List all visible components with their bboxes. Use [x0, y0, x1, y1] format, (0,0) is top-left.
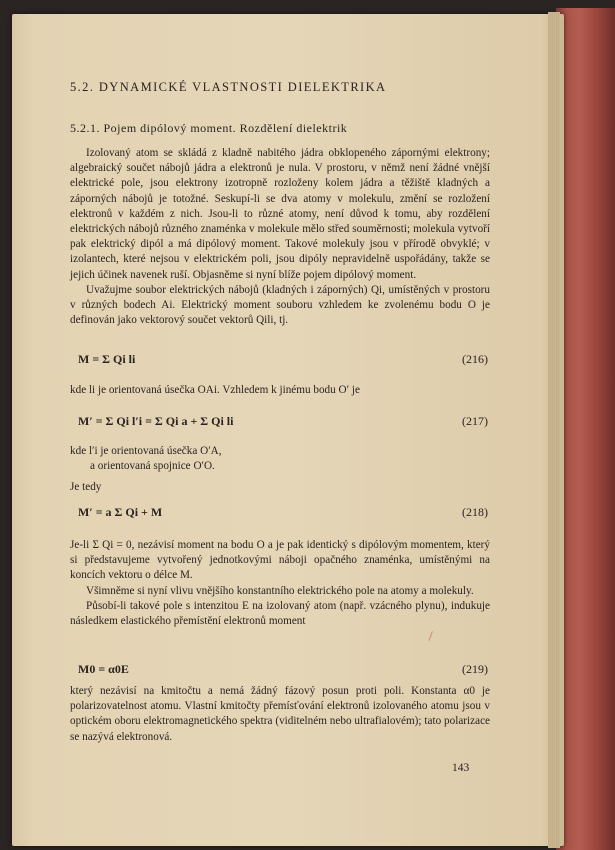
text-je-tedy: Je tedy: [70, 481, 102, 493]
paragraph-6-block: [70, 684, 490, 745]
text-after-217-b: a orientovaná spojnice O′O.: [90, 460, 215, 472]
page-edges: [548, 12, 560, 848]
subsection-title: 5.2.1. Pojem dipólový moment. Rozdělení dielektrik: [70, 121, 348, 135]
equation-219-formula: M0 = α0E: [78, 662, 129, 676]
equation-218-formula: M′ = a Σ Qi + M: [78, 505, 163, 519]
text-after-216: kde li je orientovaná úsečka OAi. Vzhledem k jinému bodu O′ je: [70, 384, 360, 396]
equation-217-number: (217): [462, 414, 488, 428]
paragraph-2: Uvažujme soubor elektrických nábojů (kladných i záporných) Qi, umístěných v prostoru v různých bodech Ai. Elektrický moment souboru vzhledem ke zvolenému bodu O je definován jako vektorový součet vektorů Qili, tj.: [70, 283, 490, 327]
equation-216-number: (216): [462, 352, 488, 366]
paragraph-3-block: [70, 538, 490, 629]
book-cover-spine: [556, 8, 615, 850]
equation-217-formula: M′ = Σ Qi l′i = Σ Qi a + Σ Qi li: [78, 414, 234, 428]
paragraph-1: Izolovaný atom se skládá z kladně nabitého jádra obklopeného zápornými elektrony; algebraický součet nábojů jádra a elektronů je nula. V prostoru, v němž není žádné vnější elektrické pole, jsou elektrony izotropně rozloženy kolem jádra a těžiště kladných a záporných nábojů je totožné. Seskupí-li se dva atomy v molekulu, změní se rozložení elektronů v každém z nich. Jsou-li to různé atomy, není důvod k tomu, aby rozdělení elektrických nábojů různého znaménka v molekule mělo střed souměrnosti; molekula vytvoří pak elektrický dipól a má dipólový moment. Takové molekuly jsou v přírodě obvyklé; v izolantech, které nejsou v elektrickém poli, jsou dipóly nepravidelně uspořádány, takže se jejich účinek navenek ruší. Objasněme si nyní blíže pojem dipólový moment.: [70, 147, 490, 281]
body-paragraphs: [70, 146, 490, 328]
paragraph-6: který nezávisí na kmitočtu a nemá žádný fázový posun proti poli. Konstanta α0 je polarizovatelnost atomu. Vlastní kmitočty přemísťování elektronů izolovaného atomu jsou v optickém oboru elektromagnetického spektra (viditelném nebo ultrafialovém); tato polarizace se nazývá elektronová.: [70, 685, 490, 743]
page-number: 143: [452, 762, 470, 774]
equation-219-number: (219): [462, 662, 488, 676]
section-title: 5.2. DYNAMICKÉ VLASTNOSTI DIELEKTRIKA: [70, 80, 387, 94]
text-after-217-a: kde l′i je orientovaná úsečka O′A,: [70, 445, 222, 457]
paragraph-3: Je-li Σ Qi = 0, nezávisí moment na bodu O a je pak identický s dipólovým momentem, který si představujeme vytvořený jednotkovými náboji opačného znaménka, umístěnými na koncích vektoru o délce M.: [70, 539, 490, 582]
paragraph-4: Všimněme si nyní vlivu vnějšího konstantního elektrického pole na atomy a molekuly.: [86, 584, 474, 597]
paragraph-5: Působí-li takové pole s intenzitou E na izolovaný atom (např. vzácného plynu), indukuje následkem elastického přemístění elektronů moment: [70, 599, 490, 628]
equation-216-formula: M = Σ Qi li: [78, 352, 136, 366]
equation-218-number: (218): [462, 505, 488, 519]
